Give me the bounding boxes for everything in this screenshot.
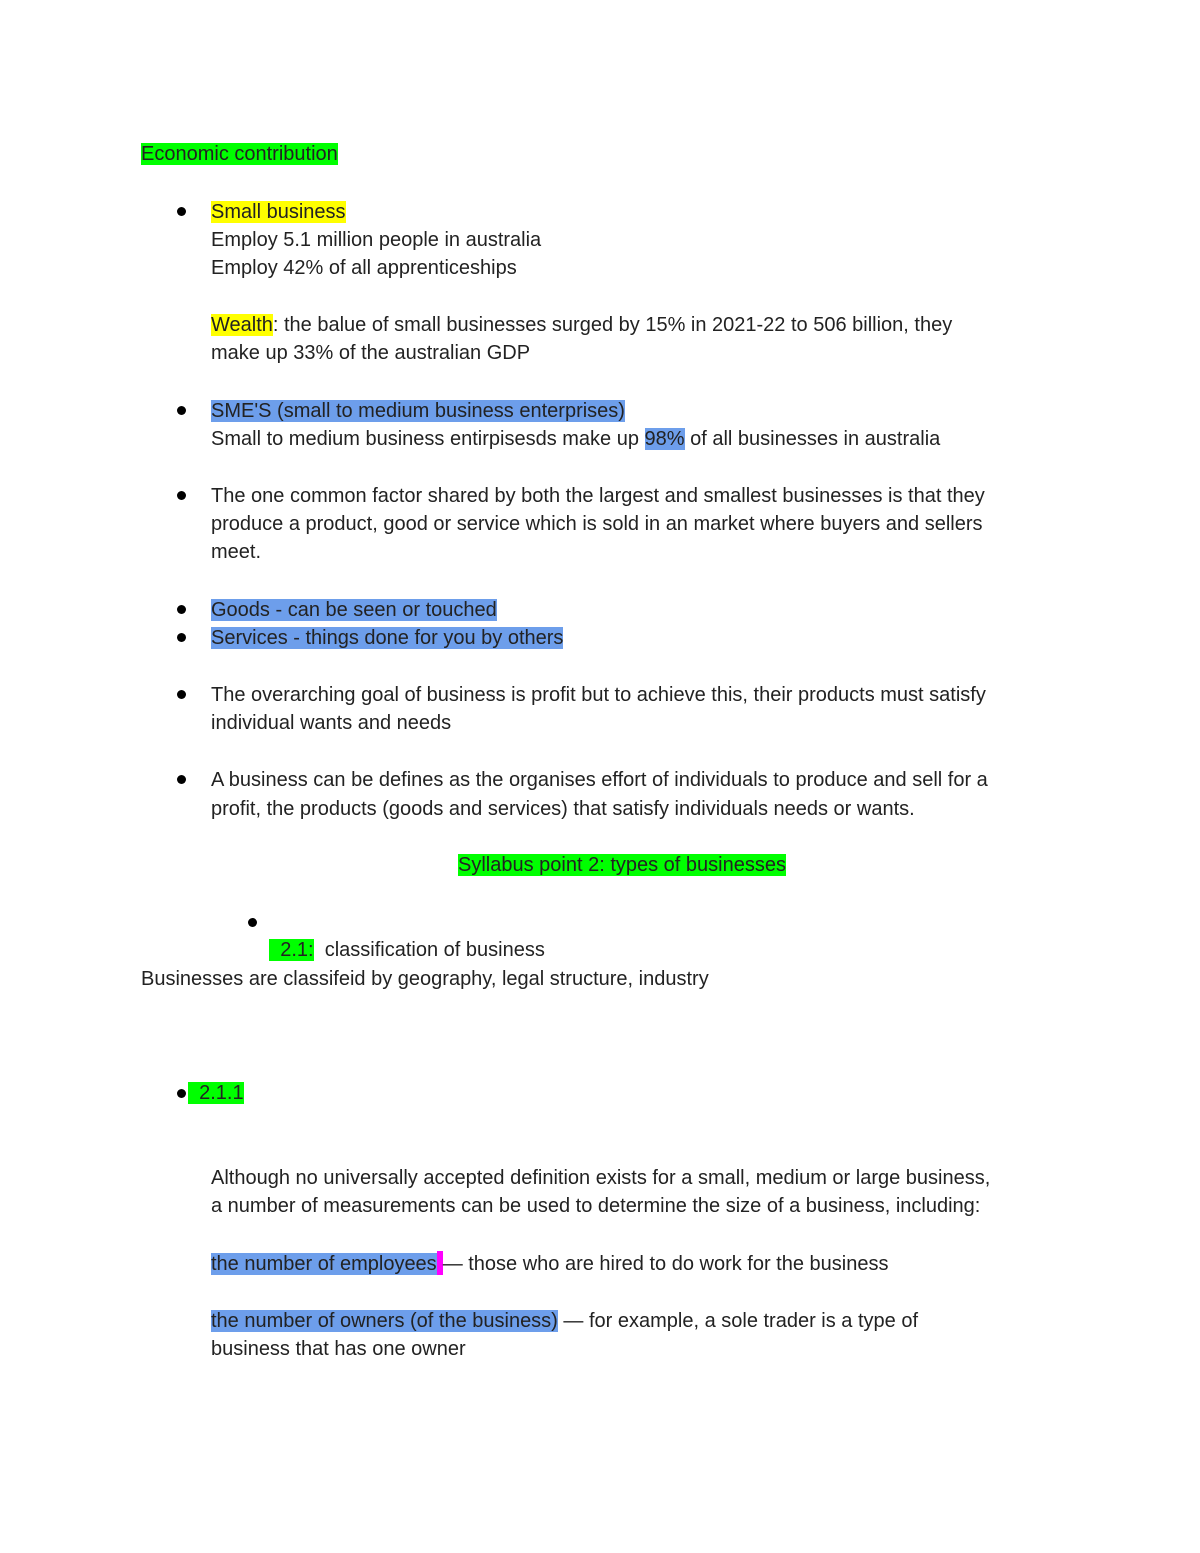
services-text: Services - things done for you by others	[211, 627, 564, 649]
owners-label: the number of owners (of the business)	[211, 1310, 558, 1332]
syllabus-heading-text: Syllabus point 2: types of businesses	[458, 854, 786, 876]
services-item	[211, 624, 563, 652]
wealth-line2: make up 33% of the australian GDP	[211, 342, 531, 364]
smes-text-before: Small to medium business entirpisesds make up	[211, 428, 645, 450]
section-211-label: 2.1.1	[188, 1082, 244, 1104]
owners-text: — for example, a sole trader is a type of	[557, 1310, 919, 1332]
owners-line2: business that has one owner	[211, 1338, 466, 1360]
bullet-icon	[177, 633, 186, 642]
goal-line1: The overarching goal of business is profit but to achieve this, their products must satisfy	[211, 684, 986, 706]
wealth-line1	[211, 311, 952, 339]
definition-line2: profit, the products (goods and services) that satisfy individuals needs or wants.	[211, 798, 915, 820]
small-business-line1: Employ 5.1 million people in australia	[211, 229, 542, 251]
employees-text: — those who are hired to do work for the business	[442, 1253, 889, 1275]
employees-label: the number of employees	[211, 1253, 437, 1275]
bullet-icon	[248, 918, 257, 927]
owners-line1	[211, 1307, 918, 1335]
definition-line1: A business can be defines as the organises effort of individuals to produce and sell for a	[211, 769, 988, 791]
section-211	[188, 1079, 244, 1107]
small-business-title	[211, 198, 346, 226]
bullet-icon	[177, 1089, 186, 1098]
measurements-line2: a number of measurements can be used to determine the size of a business, including:	[211, 1195, 981, 1217]
bullet-icon	[177, 207, 186, 216]
wealth-label: Wealth	[211, 314, 273, 336]
bullet-icon	[177, 406, 186, 415]
classification-item	[258, 908, 545, 961]
small-business-label: Small business	[211, 201, 346, 223]
page-heading	[141, 140, 338, 168]
heading-text: Economic contribution	[141, 143, 338, 165]
goods-text: Goods - can be seen or touched	[211, 599, 497, 621]
bullet-icon	[177, 690, 186, 699]
smes-line	[211, 425, 940, 453]
smes-text-after: of all businesses in australia	[684, 428, 941, 450]
measurements-line1: Although no universally accepted definition exists for a small, medium or large business,	[211, 1167, 991, 1189]
common-factor-line3: meet.	[211, 541, 262, 563]
wealth-text: : the balue of small businesses surged by 15% in 2021-22 to 506 billion, they	[272, 314, 953, 336]
smes-title	[211, 397, 625, 425]
syllabus-heading	[458, 851, 786, 879]
classification-number: 2.1:	[269, 939, 314, 961]
small-business-line2: Employ 42% of all apprenticeships	[211, 257, 517, 279]
bullet-icon	[177, 491, 186, 500]
bullet-icon	[177, 775, 186, 784]
smes-label: SME'S (small to medium business enterprises)	[211, 400, 625, 422]
goods-item	[211, 596, 497, 624]
bullet-icon	[177, 605, 186, 614]
smes-percentage: 98%	[644, 428, 685, 450]
goal-line2: individual wants and needs	[211, 712, 452, 734]
employees-line	[211, 1250, 888, 1278]
common-factor-line2: produce a product, good or service which is sold in an market where buyers and sellers	[211, 513, 983, 535]
classification-text: classification of business	[313, 939, 545, 961]
common-factor-line1: The one common factor shared by both the largest and smallest businesses is that they	[211, 485, 985, 507]
classified-by-text: Businesses are classifeid by geography, legal structure, industry	[141, 968, 709, 990]
